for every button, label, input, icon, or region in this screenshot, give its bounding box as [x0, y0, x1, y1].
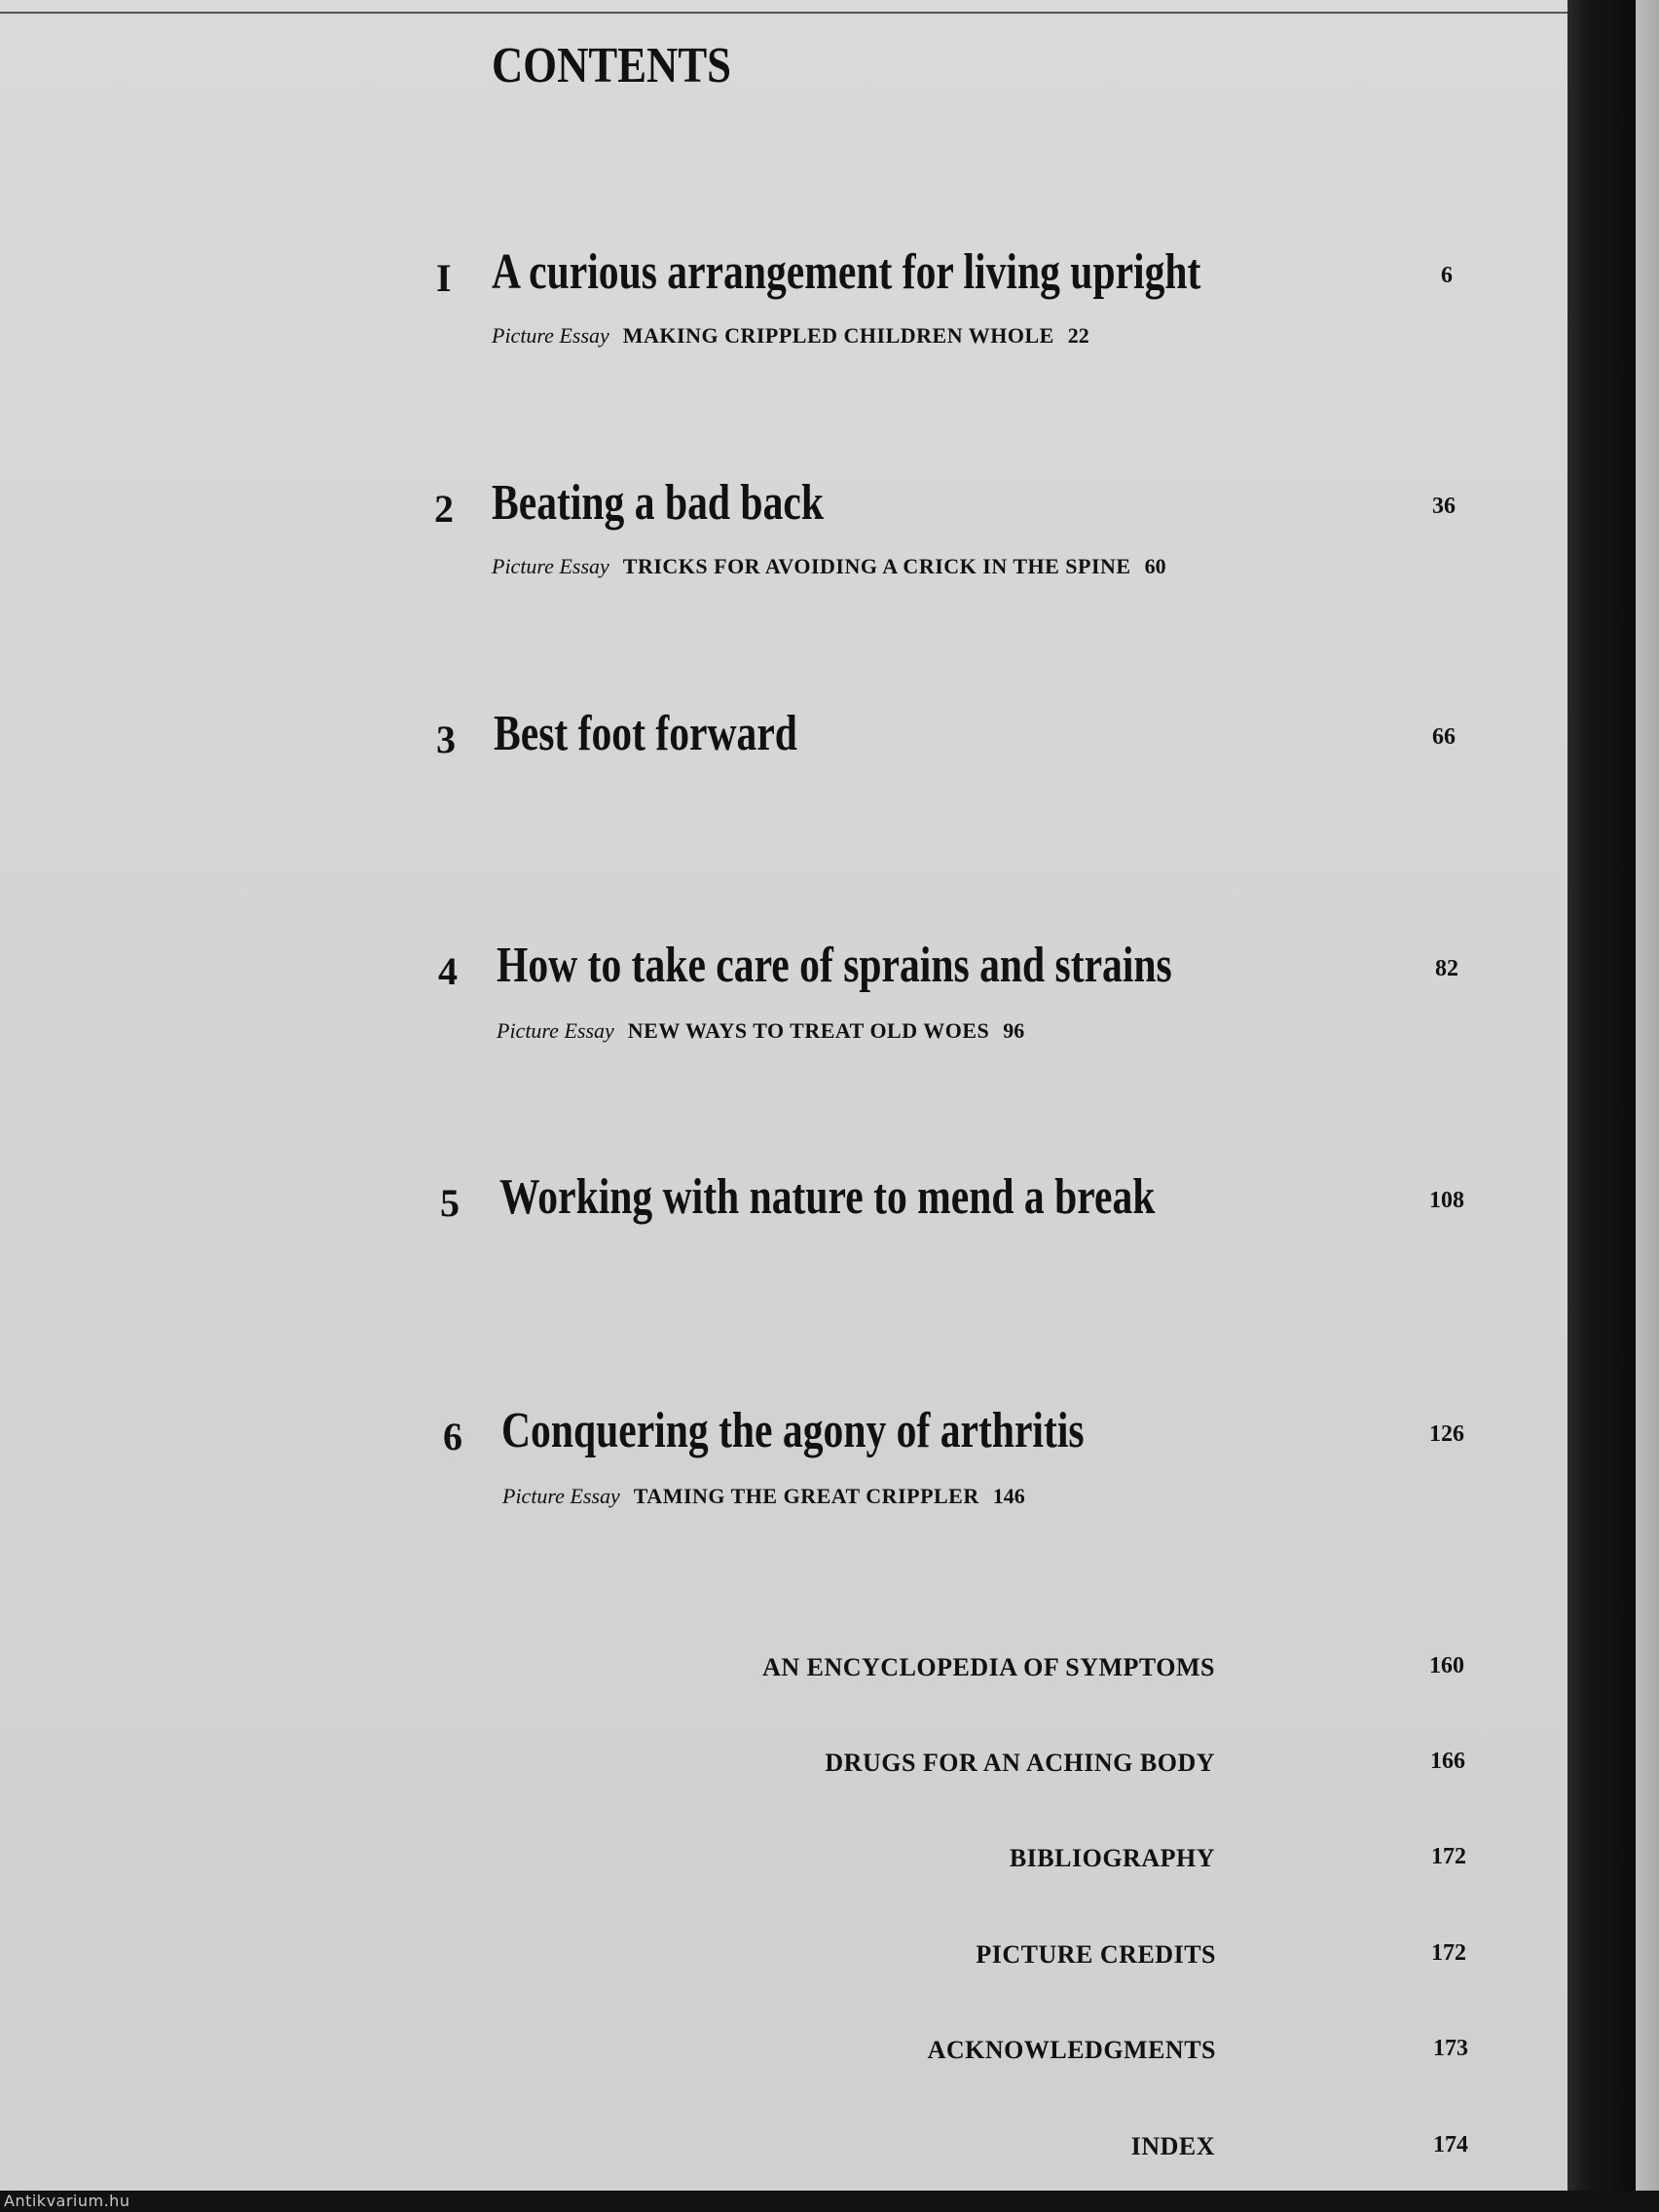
picture-essay-title: MAKING CRIPPLED CHILDREN WHOLE: [622, 323, 1054, 348]
back-matter-page: 173: [1433, 2036, 1468, 2061]
back-matter-title: PICTURE CREDITS: [976, 1940, 1216, 1969]
chapter-number: 2: [434, 487, 454, 531]
picture-essay-title: TRICKS FOR AVOIDING A CRICK IN THE SPINE: [622, 554, 1131, 578]
back-matter-page: 166: [1430, 1749, 1465, 1774]
back-matter-title: AN ENCYCLOPEDIA OF SYMPTOMS: [762, 1653, 1215, 1681]
picture-essay: [497, 1018, 1024, 1044]
chapter-number: I: [436, 256, 452, 300]
back-matter-drugs: [0, 1749, 1567, 1788]
back-matter-encyclopedia: [0, 1653, 1567, 1692]
chapter-page: 108: [1429, 1188, 1464, 1213]
picture-essay: [502, 1484, 1025, 1509]
chapter-number: 6: [443, 1415, 462, 1458]
back-matter-title: ACKNOWLEDGMENTS: [927, 2036, 1216, 2064]
contents-heading: CONTENTS: [492, 38, 732, 93]
chapter-title: Conquering the agony of arthritis: [501, 1403, 1085, 1458]
chapter-page: 36: [1432, 494, 1456, 519]
chapter-title: Working with nature to mend a break: [499, 1169, 1156, 1225]
back-matter-title: INDEX: [1130, 2132, 1215, 2160]
picture-essay-label: Picture Essay: [502, 1484, 620, 1508]
chapter-title: Best foot forward: [494, 706, 797, 761]
watermark: Antikvarium.hu: [4, 2192, 130, 2210]
picture-essay-page: 146: [992, 1484, 1025, 1508]
back-matter-bibliography: [0, 1844, 1567, 1883]
bottom-edge: [0, 2191, 1659, 2212]
back-matter-page: 174: [1433, 2132, 1468, 2157]
back-matter-index: [0, 2132, 1567, 2171]
chapter-number: 3: [436, 718, 456, 761]
chapter-title: A curious arrangement for living upright: [492, 244, 1201, 300]
back-matter-acknowledgments: [0, 2036, 1567, 2075]
back-matter-title: BIBLIOGRAPHY: [1009, 1844, 1215, 1872]
top-rule: [0, 12, 1567, 14]
picture-essay-label: Picture Essay: [492, 554, 609, 578]
picture-essay-page: 60: [1144, 554, 1166, 578]
picture-essay-title: TAMING THE GREAT CRIPPLER: [633, 1484, 979, 1508]
chapter-number: 4: [438, 949, 458, 993]
back-matter-page: 172: [1431, 1844, 1466, 1869]
background-strip: [1636, 0, 1659, 2212]
picture-essay: [492, 323, 1089, 349]
picture-essay: [492, 554, 1166, 579]
picture-essay-label: Picture Essay: [497, 1018, 614, 1043]
chapter-page: 126: [1429, 1421, 1464, 1447]
chapter-title: How to take care of sprains and strains: [497, 938, 1172, 993]
chapter-title: Beating a bad back: [492, 475, 824, 531]
picture-essay-label: Picture Essay: [492, 323, 609, 348]
back-matter-page: 172: [1431, 1940, 1466, 1966]
back-matter-page: 160: [1429, 1653, 1464, 1678]
picture-essay-page: 22: [1067, 323, 1089, 348]
back-matter-title: DRUGS FOR AN ACHING BODY: [825, 1749, 1215, 1777]
book-spine-edge: [1567, 0, 1636, 2212]
chapter-page: 66: [1432, 724, 1456, 750]
back-matter-picture-credits: [0, 1940, 1567, 1979]
chapter-number: 5: [440, 1181, 460, 1225]
chapter-page: 82: [1435, 956, 1458, 981]
picture-essay-page: 96: [1003, 1018, 1025, 1043]
chapter-page: 6: [1441, 263, 1453, 288]
picture-essay-title: NEW WAYS TO TREAT OLD WOES: [627, 1018, 990, 1043]
